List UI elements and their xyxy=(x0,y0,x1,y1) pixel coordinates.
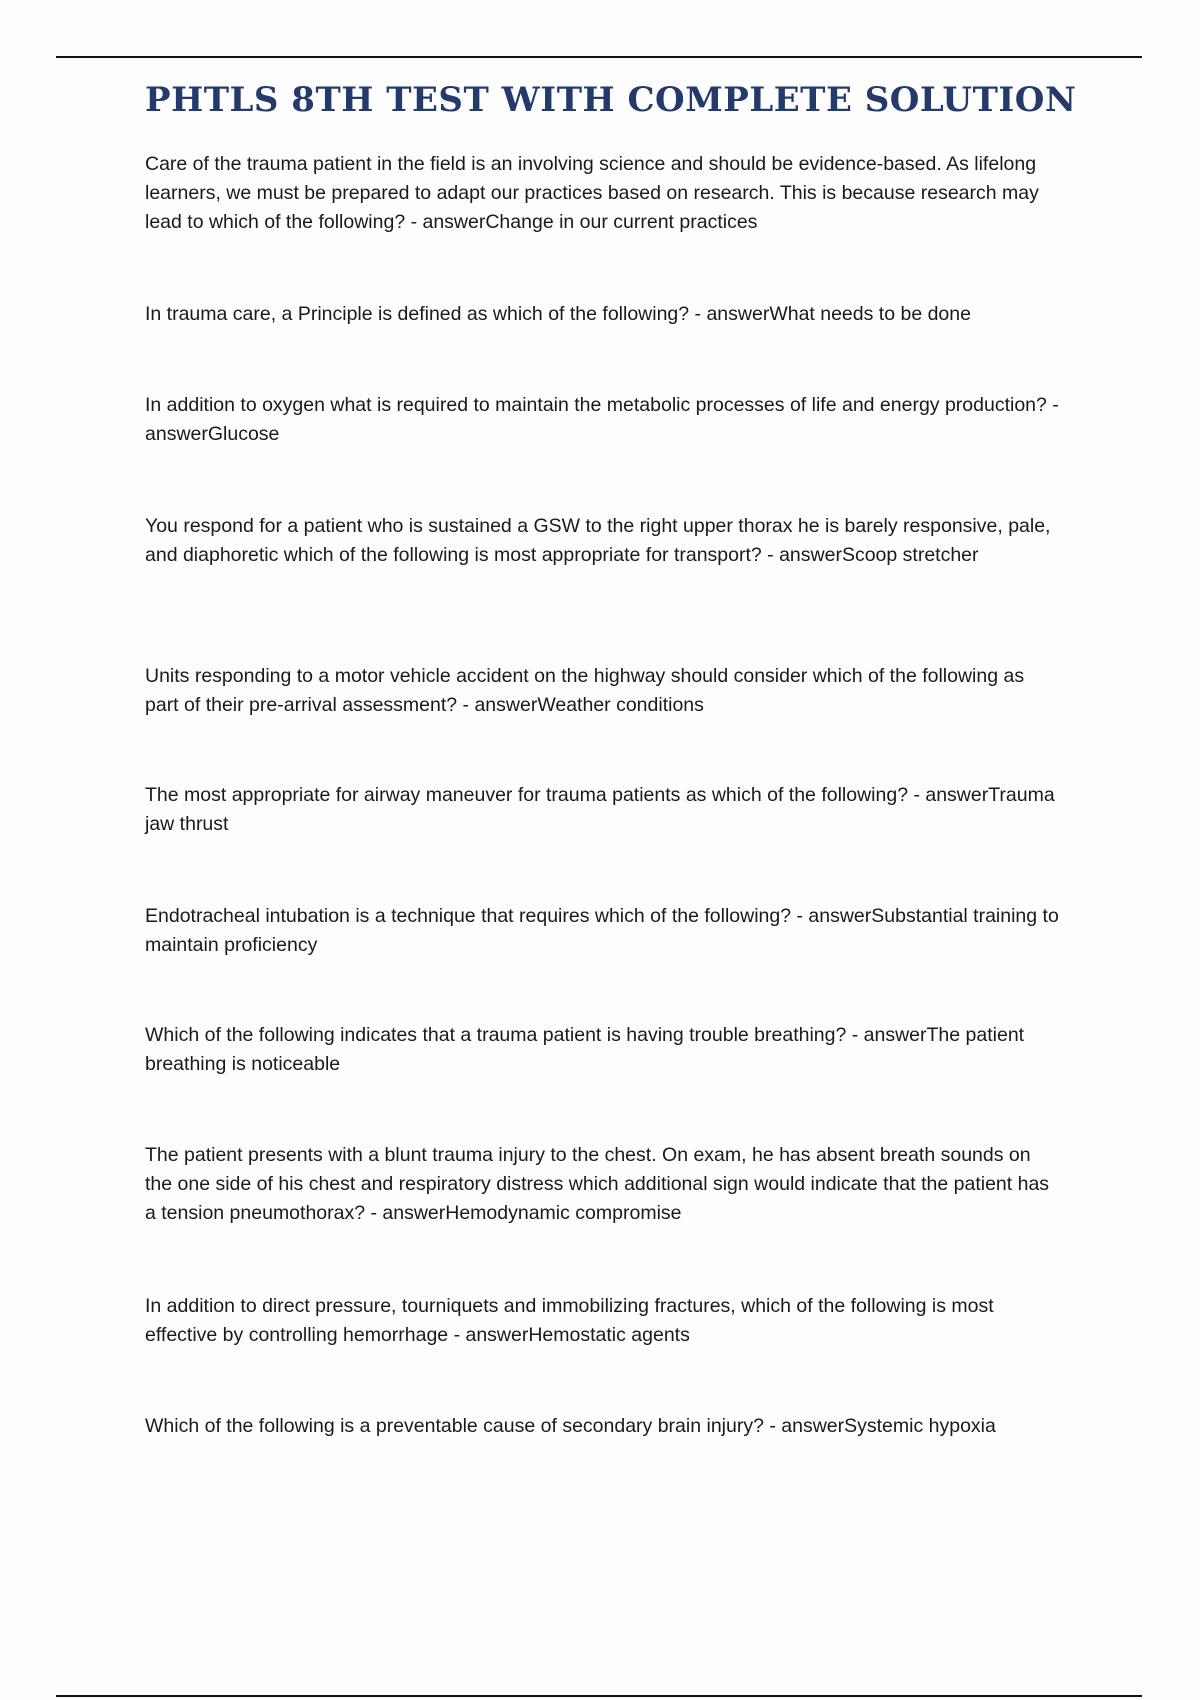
qa-item-8: Which of the following indicates that a trauma patient is having trouble breathing? - answerThe patient breathing is noticeable xyxy=(145,1024,1025,1075)
qa-item-9: The patient presents with a blunt trauma injury to the chest. On exam, he has absent breath sounds on the one side of his chest and respiratory distress which additional sign would indicate that the patient has a tension pneumothorax? - answerHemodynamic compromise xyxy=(145,1144,1050,1224)
qa-item-2: In trauma care, a Principle is defined as which of the following? - answerWhat needs to be done xyxy=(145,303,971,325)
bottom-rule xyxy=(56,1695,1142,1697)
qa-item-5: Units responding to a motor vehicle accident on the highway should consider which of the following as part of their pre-arrival assessment? - answerWeather conditions xyxy=(145,665,1025,716)
qa-item-1: Care of the trauma patient in the field is an involving science and should be evidence-based. As lifelong learners, we must be prepared to adapt our practices based on research. This is because research may lead to which of the following? - answerChange in our current practices xyxy=(145,153,1039,233)
top-rule xyxy=(56,56,1142,58)
qa-item-4: You respond for a patient who is sustained a GSW to the right upper thorax he is barely responsive, pale, and diaphoretic which of the following is most appropriate for transport? - answerScoop stretcher xyxy=(145,515,1051,566)
qa-item-3: In addition to oxygen what is required to maintain the metabolic processes of life and energy production? - answerGlucose xyxy=(145,394,1059,445)
page-title: PHTLS 8TH TEST WITH COMPLETE SOLUTION xyxy=(145,80,1077,120)
qa-item-6: The most appropriate for airway maneuver for trauma patients as which of the following? - answerTrauma jaw thrust xyxy=(145,784,1055,835)
qa-item-11: Which of the following is a preventable cause of secondary brain injury? - answerSystemic hypoxia xyxy=(145,1415,996,1437)
qa-item-7: Endotracheal intubation is a technique that requires which of the following? - answerSubstantial training to maintain proficiency xyxy=(145,905,1059,956)
qa-item-10: In addition to direct pressure, tourniquets and immobilizing fractures, which of the following is most effective by controlling hemorrhage - answerHemostatic agents xyxy=(145,1295,994,1346)
